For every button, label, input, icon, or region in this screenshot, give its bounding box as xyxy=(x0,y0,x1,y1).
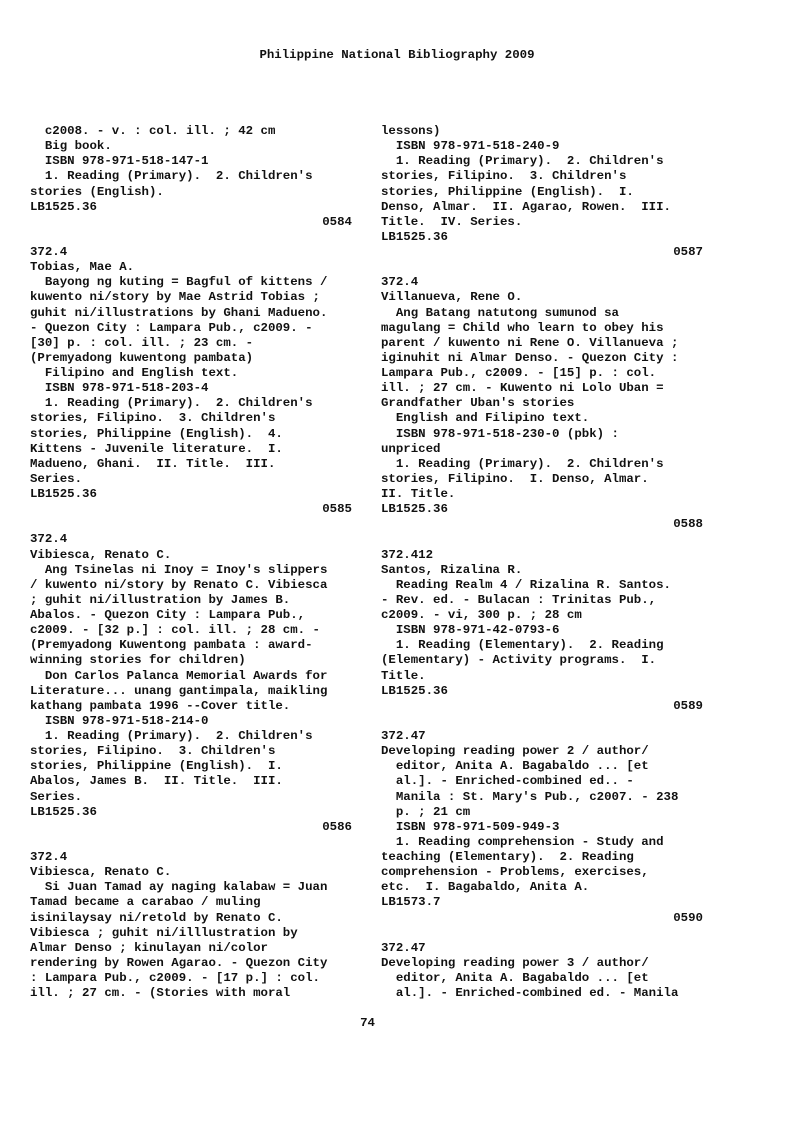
text-line: Developing reading power 2 / author/ xyxy=(381,744,649,759)
text-line: stories, Philippine (English). I. xyxy=(30,759,283,774)
text-line: teaching (Elementary). 2. Reading xyxy=(381,850,634,864)
page-header-title: Philippine National Bibliography 2009 xyxy=(259,48,535,62)
text-line: 1. Reading (Primary). 2. Children's xyxy=(30,729,313,743)
text-line: / kuwento ni/story by Renato C. Vibiesca xyxy=(30,577,328,592)
text-line: ill. ; 27 cm. - Kuwento ni Lolo Uban = xyxy=(381,381,664,396)
text-line: Almar Denso ; kinulayan ni/color xyxy=(30,940,268,955)
entry-number: 0587 xyxy=(673,245,703,259)
text-line xyxy=(381,926,703,941)
text-line: 372.47 xyxy=(381,940,426,955)
text-line: Tamad became a carabao / muling xyxy=(30,895,261,910)
entry-number: 0589 xyxy=(673,698,703,713)
text-line: 372.4 xyxy=(30,245,68,259)
text-line: Reading Realm 4 / Rizalina R. Santos. xyxy=(381,577,671,592)
text-line: ISBN 978-971-518-230-0 (pbk) : xyxy=(381,426,619,441)
text-line: Ang Tsinelas ni Inoy = Inoy's slippers xyxy=(30,562,328,577)
text-line: [30] p. : col. ill. ; 23 cm. - xyxy=(30,335,254,350)
text-line: 372.412 xyxy=(381,547,434,562)
text-line: guhit ni/illustrations by Ghani Madueno. xyxy=(30,305,328,320)
text-line xyxy=(30,230,352,245)
text-line: Denso, Almar. II. Agarao, Rowen. III. xyxy=(381,199,671,214)
text-line: al.]. - Enriched-combined ed. - Manila xyxy=(381,986,679,1001)
text-line: Villanueva, Rene O. xyxy=(381,290,523,305)
text-line: Abalos. - Quezon City : Lampara Pub., xyxy=(30,608,306,622)
text-line: (Premyadong Kuwentong pambata : award- xyxy=(30,638,313,653)
text-line: c2008. - v. : col. ill. ; 42 cm xyxy=(30,124,276,138)
text-line: magulang = Child who learn to obey his xyxy=(381,320,664,335)
text-line: Series. xyxy=(30,789,83,804)
text-line: 372.4 xyxy=(381,275,419,290)
text-line: Si Juan Tamad ay naging kalabaw = Juan xyxy=(30,880,328,895)
text-line: kathang pambata 1996 --Cover title. xyxy=(30,698,291,713)
text-line: Filipino and English text. xyxy=(30,366,239,380)
text-line: Don Carlos Palanca Memorial Awards for xyxy=(30,668,328,683)
text-line: ISBN 978-971-518-147-1 xyxy=(30,154,209,169)
entry-number: 0590 xyxy=(673,910,703,925)
text-line: ISBN 978-971-42-0793-6 xyxy=(381,623,560,638)
text-line: Madueno, Ghani. II. Title. III. xyxy=(30,456,276,471)
text-line: al.]. - Enriched-combined ed.. - xyxy=(381,774,634,789)
text-line: 372.4 xyxy=(30,850,68,864)
text-line: stories, Filipino. 3. Children's xyxy=(30,411,276,426)
text-line: Manila : St. Mary's Pub., c2007. - 238 xyxy=(381,789,679,804)
right-column xyxy=(381,124,703,1001)
text-line: - Rev. ed. - Bulacan : Trinitas Pub., xyxy=(381,592,657,607)
entry-number: 0585 xyxy=(322,502,352,517)
text-line: stories, Philippine (English). 4. xyxy=(30,426,283,441)
text-line: Bayong ng kuting = Bagful of kittens / xyxy=(30,275,328,290)
text-line: isinilaysay ni/retold by Renato C. xyxy=(30,910,283,925)
text-line: - Quezon City : Lampara Pub., c2009. - xyxy=(30,320,313,335)
text-line: LB1525.36 xyxy=(30,199,97,214)
text-line xyxy=(381,532,703,547)
text-line: : Lampara Pub., c2009. - [17 p.] : col. xyxy=(30,971,320,985)
text-line: stories (English). xyxy=(30,184,164,199)
text-line: Title. IV. Series. xyxy=(381,214,523,229)
text-line: ISBN 978-971-518-240-9 xyxy=(381,139,560,154)
text-line: kuwento ni/story by Mae Astrid Tobias ; xyxy=(30,290,320,305)
text-line: editor, Anita A. Bagabaldo ... [et xyxy=(381,759,649,774)
text-line: 1. Reading (Primary). 2. Children's xyxy=(381,154,664,169)
text-line: 1. Reading (Primary). 2. Children's xyxy=(381,456,664,471)
text-line: Vibiesca, Renato C. xyxy=(30,865,172,880)
text-line: Kittens - Juvenile literature. I. xyxy=(30,441,283,456)
text-line xyxy=(30,835,352,850)
text-line: Title. xyxy=(381,668,426,683)
text-line: Literature... unang gantimpala, maikling xyxy=(30,683,328,698)
text-line: II. Title. xyxy=(381,487,456,501)
text-line: Abalos, James B. II. Title. III. xyxy=(30,774,283,789)
text-line: English and Filipino text. xyxy=(381,411,590,426)
entry-number: 0588 xyxy=(673,517,703,532)
text-line: p. ; 21 cm xyxy=(381,804,471,819)
text-line: unpriced xyxy=(381,441,441,456)
entry-number: 0584 xyxy=(322,214,352,229)
text-line: LB1525.36 xyxy=(30,487,97,501)
left-column xyxy=(30,124,352,1001)
text-line: Series. xyxy=(30,471,83,486)
text-line: c2009. - [32 p.] : col. ill. ; 28 cm. - xyxy=(30,623,320,638)
text-line: LB1573.7 xyxy=(381,895,441,910)
text-line: 1. Reading comprehension - Study and xyxy=(381,834,664,849)
text-line: 372.4 xyxy=(30,532,68,547)
text-line: (Elementary) - Activity programs. I. xyxy=(381,653,657,668)
text-line: stories, Filipino. 3. Children's xyxy=(381,169,627,184)
text-line: winning stories for children) xyxy=(30,653,246,668)
text-line: lessons) xyxy=(381,124,441,138)
text-line xyxy=(30,517,352,532)
text-line: ill. ; 27 cm. - (Stories with moral xyxy=(30,986,291,1001)
text-line: c2009. - vi, 300 p. ; 28 cm xyxy=(381,608,582,622)
text-line: ; guhit ni/illustration by James B. xyxy=(30,592,291,607)
text-line: iginuhit ni Almar Denso. - Quezon City : xyxy=(381,350,679,365)
text-line xyxy=(381,260,703,275)
text-line: Vibiesca, Renato C. xyxy=(30,547,172,562)
text-line: Vibiesca ; guhit ni/illlustration by xyxy=(30,925,298,940)
text-line: Ang Batang natutong sumunod sa xyxy=(381,305,619,320)
text-line: 1. Reading (Primary). 2. Children's xyxy=(30,396,313,411)
text-line: parent / kuwento ni Rene O. Villanueva ; xyxy=(381,335,679,350)
text-line: etc. I. Bagabaldo, Anita A. xyxy=(381,880,590,895)
text-line: ISBN 978-971-509-949-3 xyxy=(381,819,560,834)
text-line: LB1525.36 xyxy=(381,502,448,517)
text-line: stories, Philippine (English). I. xyxy=(381,184,634,199)
text-line: ISBN 978-971-518-203-4 xyxy=(30,381,209,396)
text-line: ISBN 978-971-518-214-0 xyxy=(30,713,209,728)
text-line: (Premyadong kuwentong pambata) xyxy=(30,350,254,365)
text-line: 372.47 xyxy=(381,729,426,743)
text-line: Santos, Rizalina R. xyxy=(381,562,523,577)
page-number: 74 xyxy=(360,1016,375,1030)
text-line: Grandfather Uban's stories xyxy=(381,396,575,411)
entry-number: 0586 xyxy=(322,819,352,834)
text-line: stories, Filipino. I. Denso, Almar. xyxy=(381,471,649,486)
text-line: Lampara Pub., c2009. - [15] p. : col. xyxy=(381,366,657,380)
text-line xyxy=(381,714,703,729)
text-line: comprehension - Problems, exercises, xyxy=(381,865,649,880)
text-line: editor, Anita A. Bagabaldo ... [et xyxy=(381,971,649,985)
text-line: LB1525.36 xyxy=(381,229,448,244)
text-line: 1. Reading (Elementary). 2. Reading xyxy=(381,638,664,653)
text-line: Developing reading power 3 / author/ xyxy=(381,955,649,970)
text-line: Tobias, Mae A. xyxy=(30,260,135,275)
text-line: LB1525.36 xyxy=(381,683,448,698)
text-line: 1. Reading (Primary). 2. Children's xyxy=(30,169,313,184)
text-line: Big book. xyxy=(30,139,112,154)
text-line: LB1525.36 xyxy=(30,804,97,819)
text-line: rendering by Rowen Agarao. - Quezon City xyxy=(30,955,328,970)
text-line: stories, Filipino. 3. Children's xyxy=(30,744,276,759)
